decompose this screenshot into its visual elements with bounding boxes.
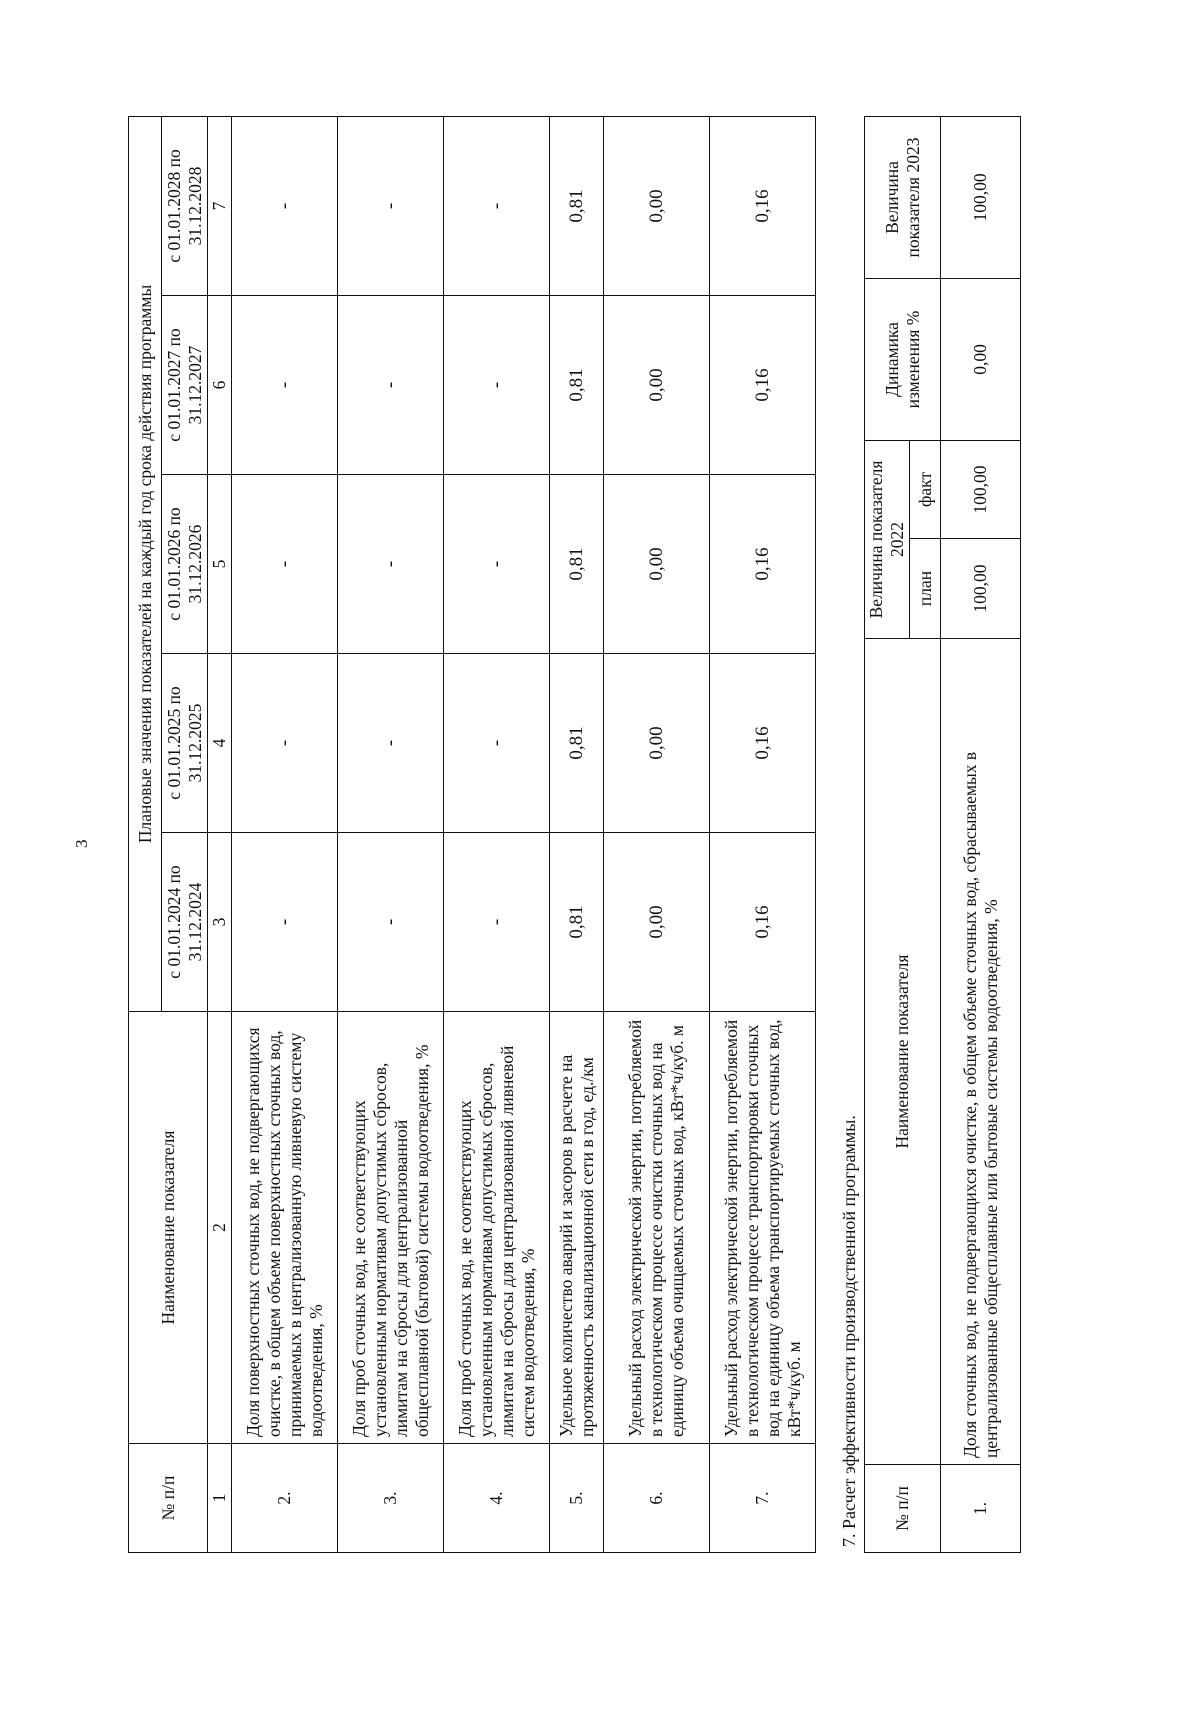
row-num: 5. — [550, 1444, 604, 1553]
header-value-2023: Величина показателя 2023 — [865, 116, 941, 278]
row-num: 1. — [941, 1465, 1021, 1553]
row-value: - — [232, 116, 338, 295]
row-name: Доля проб сточных вод, не соответствующих установленным нормативам допустимых сбросов, лимитам на сбросы для централизованной ливневой систем водоотведения, % — [444, 1012, 550, 1444]
row-value: 0,81 — [550, 116, 604, 295]
index-cell: 4 — [208, 654, 232, 833]
row-fact: 100,00 — [941, 440, 1021, 538]
table-row — [444, 116, 550, 1552]
row-value-2023: 100,00 — [941, 116, 1021, 278]
header-period: с 01.01.2024 по 31.12.2024 — [162, 833, 208, 1012]
row-value: - — [338, 116, 444, 295]
row-value: 0,16 — [710, 296, 816, 475]
row-value: - — [444, 654, 550, 833]
row-value: - — [232, 475, 338, 654]
header-period: с 01.01.2025 по 31.12.2025 — [162, 654, 208, 833]
index-cell: 2 — [208, 1012, 232, 1444]
table-row — [710, 116, 816, 1552]
header-value-2022: Величина показателя 2022 — [865, 440, 910, 638]
planned-values-table — [128, 116, 816, 1553]
row-num: 7. — [710, 1444, 816, 1553]
row-value: 0,81 — [550, 475, 604, 654]
row-value: 0,16 — [710, 116, 816, 295]
row-name: Доля проб сточных вод, не соответствующих установленным нормативам допустимых сбросов, лимитам на сбросы для централизованной общесплавной (бытовой) системы водоотведения, % — [338, 1012, 444, 1444]
index-cell: 3 — [208, 833, 232, 1012]
header-period: с 01.01.2026 по 31.12.2026 — [162, 475, 208, 654]
header-planned-group: Плановые значения показателей на каждый год срока действия программы — [129, 116, 162, 1011]
row-value: - — [444, 475, 550, 654]
row-num: 2. — [232, 1444, 338, 1553]
row-num: 4. — [444, 1444, 550, 1553]
row-dynamics: 0,00 — [941, 278, 1021, 440]
header-plan: план — [910, 539, 941, 639]
row-value: 0,00 — [604, 654, 710, 833]
header-dynamics: Динамика изменения % — [865, 278, 941, 440]
header-period: с 01.01.2027 по 31.12.2027 — [162, 296, 208, 475]
row-plan: 100,00 — [941, 539, 1021, 639]
row-value: 0,00 — [604, 475, 710, 654]
index-cell: 7 — [208, 116, 232, 295]
row-value: - — [232, 654, 338, 833]
row-value: 0,16 — [710, 475, 816, 654]
row-value: - — [338, 296, 444, 475]
row-name: Удельное количество аварий и засоров в расчете на протяженность канализационной сети в год, ед./км — [550, 1012, 604, 1444]
row-value: 0,16 — [710, 833, 816, 1012]
row-value: - — [444, 116, 550, 295]
rotated-page-content — [128, 117, 1086, 1553]
row-value: - — [444, 296, 550, 475]
header-num: № п/п — [865, 1465, 941, 1553]
row-num: 6. — [604, 1444, 710, 1553]
row-value: - — [232, 833, 338, 1012]
header-name: Наименование показателя — [129, 1012, 208, 1444]
row-value: - — [338, 833, 444, 1012]
table-row — [338, 116, 444, 1552]
row-name: Доля сточных вод, не подвергающихся очистке, в общем объеме сточных вод, сбрасываемых в централизованные общесплавные или бытовые системы водоотведения, % — [941, 639, 1021, 1465]
table-row — [232, 116, 338, 1552]
table-row — [604, 116, 710, 1552]
row-value: 0,00 — [604, 296, 710, 475]
row-value: 0,16 — [710, 654, 816, 833]
table-row — [941, 116, 1021, 1552]
row-value: 0,00 — [604, 833, 710, 1012]
index-cell: 5 — [208, 475, 232, 654]
row-value: - — [232, 296, 338, 475]
table-row — [550, 116, 604, 1552]
index-cell: 6 — [208, 296, 232, 475]
page-number: 3 — [72, 839, 91, 848]
section-7-caption: 7. Расчет эффективности производственной программы. — [839, 1115, 859, 1547]
header-num: № п/п — [129, 1444, 208, 1553]
index-cell: 1 — [208, 1444, 232, 1553]
row-name: Удельный расход электрической энергии, потребляемой в технологическом процессе транспортировки сточных вод на единицу объема транспортируемых сточных вод, кВт*ч/куб. м — [710, 1012, 816, 1444]
row-value: - — [338, 654, 444, 833]
row-value: 0,81 — [550, 654, 604, 833]
row-value: 0,81 — [550, 833, 604, 1012]
row-value: - — [444, 833, 550, 1012]
row-name: Доля поверхностных сточных вод, не подвергающихся очистке, в общем объеме поверхностных сточных вод, принимаемых в централизованную ливневую систему водоотведения, % — [232, 1012, 338, 1444]
header-name: Наименование показателя — [865, 639, 941, 1465]
row-value: - — [338, 475, 444, 654]
row-name: Удельный расход электрической энергии, потребляемой в технологическом процессе очистки сточных вод на единицу объема очищаемых сточных вод, кВт*ч/куб. м — [604, 1012, 710, 1444]
row-value: 0,00 — [604, 116, 710, 295]
row-num: 3. — [338, 1444, 444, 1553]
efficiency-table — [864, 116, 1021, 1553]
header-period: с 01.01.2028 по 31.12.2028 — [162, 116, 208, 295]
row-value: 0,81 — [550, 296, 604, 475]
header-fact: факт — [910, 440, 941, 538]
